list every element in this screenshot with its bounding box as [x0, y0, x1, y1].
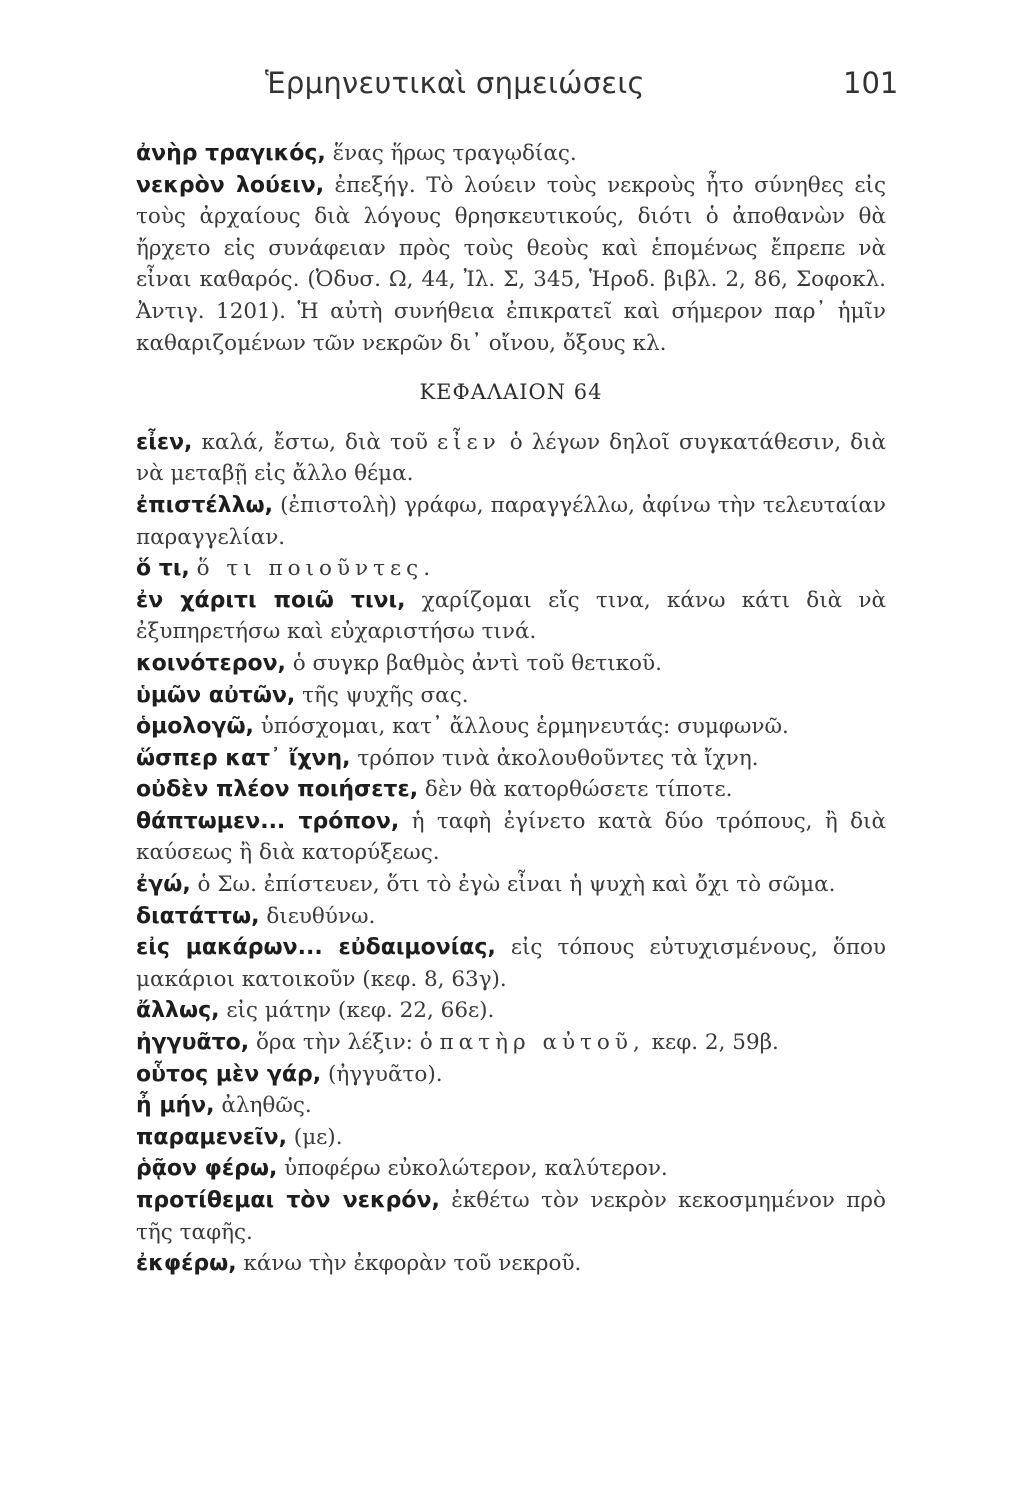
entry-lemma: ἐν χάριτι ποιῶ τινι,: [136, 587, 406, 613]
entry-protithemai: [136, 1185, 886, 1248]
entry-eien: [136, 427, 886, 490]
entry-lemma: ἐκφέρω,: [136, 1251, 237, 1277]
entry-gloss: διευθύνω.: [259, 903, 376, 929]
entry-gloss: ὑποφέρω εὐκολώτερον, καλύτερον.: [277, 1156, 668, 1182]
entry-lemma: ῥᾷον φέρω,: [136, 1156, 278, 1182]
entry-ekfero: [136, 1248, 886, 1280]
entry-gloss-part-a: ὅρα τὴν λέξιν: ὁ: [249, 1030, 440, 1056]
entry-gloss-part-a: [190, 556, 197, 581]
entry-lemma: προτίθεμαι τὸν νεκρόν,: [136, 1188, 440, 1213]
entry-lemma: ὁμολογῶ,: [136, 714, 254, 740]
entry-aner-tragikos: [136, 138, 886, 170]
entry-gloss: εἰς μάτην (κεφ. 22, 66ε).: [219, 998, 495, 1024]
entry-gloss: δὲν θὰ κατορθώσετε τίποτε.: [418, 777, 733, 803]
entry-gloss-part-a: καλά, ἔστω, διὰ τοῦ: [192, 429, 437, 455]
entry-gloss: ἡ ταφὴ ἐγίνετο κατὰ δύο τρόπους, ἢ διὰ καύσεως ἢ διὰ κατορύξεως.: [136, 808, 886, 866]
entry-engyato: [136, 1027, 886, 1059]
entry-gloss-part-b: κεφ. 2, 59β.: [644, 1030, 779, 1056]
entry-gloss: κάνω τὴν ἐκφορὰν τοῦ νεκροῦ.: [236, 1251, 582, 1277]
entry-ego: [136, 869, 886, 901]
entry-e-men: [136, 1090, 886, 1122]
entry-hosper-kat-ichne: [136, 743, 886, 775]
entry-lemma: ἐπιστέλλω,: [136, 492, 273, 518]
entry-thaptomen: [136, 806, 886, 869]
page-number: 101: [843, 66, 899, 100]
entry-gloss: ὁ συγκρ βαθμὸς ἀντὶ τοῦ θετικοῦ.: [285, 650, 662, 676]
entry-gloss: χαρίζομαι εἴς τινα, κάνω κάτι διὰ νὰ ἐξυπηρετήσω καὶ εὐχαριστήσω τινά.: [136, 587, 886, 645]
entry-spaced-quote: εἶεν: [436, 429, 501, 455]
entry-nekron-louein: [136, 170, 886, 360]
entry-raon-fero: [136, 1153, 886, 1185]
entry-lemma: θάπτωμεν... τρόπον,: [136, 808, 400, 834]
entry-gloss: ἐπεξήγ. Τὸ λούειν τοὺς νεκροὺς ἦτο σύνηθες εἰς τοὺς ἀρχαίους διὰ λόγους θρησκευτικούς, διότι ὁ ἀποθανὼν θὰ ἤρχετο εἰς συνάφειαν πρὸς τοὺς θεοὺς καὶ ἑπομένως ἔπρεπε νὰ εἶναι καθαρός. (Ὀδυσ. Ω, 44, Ἰλ. Σ, 345, Ἡροδ. βιβλ. 2, 86, Σοφοκλ. Ἀντιγ. 1201). Ἡ αὐτὴ συνήθεια ἐπικρατεῖ καὶ σήμερον παρ᾽ ἡμῖν καθαριζομένων τῶν νεκρῶν δι᾽ οἴνου, ὄξους κλ.: [136, 172, 886, 356]
running-head-title: Ἑρμηνευτικαὶ σημειώσεις: [265, 66, 645, 100]
entry-lemma: ἄλλως,: [136, 998, 220, 1024]
entry-lemma: ὅ τι,: [136, 556, 190, 582]
entry-lemma: κοινότερον,: [136, 650, 286, 676]
entry-gloss: ἐκθέτω τὸν νεκρὸν κεκοσμημένον πρὸ τῆς ταφῆς.: [136, 1188, 886, 1245]
entry-lemma: διατάττω,: [136, 903, 260, 929]
entry-allos: [136, 995, 886, 1027]
entry-gloss: εἰς τόπους εὐτυχισμένους, ὅπου μακάριοι κατοικοῦν (κεφ. 8, 63γ).: [136, 935, 886, 992]
commentary-body: [136, 138, 886, 1280]
entry-hymon-auton: [136, 680, 886, 712]
entry-lemma: ὥσπερ κατ᾽ ἴχνη,: [136, 745, 351, 771]
entry-lemma: ἠγγυᾶτο,: [136, 1030, 250, 1056]
entry-eis-makaron: [136, 932, 886, 995]
entry-o-ti: [136, 553, 886, 585]
entry-lemma: νεκρὸν λούειν,: [136, 172, 325, 198]
entry-spaced-quote: ὅ τι ποιοῦντες.: [196, 556, 436, 582]
entry-lemma: ἐγώ,: [136, 872, 191, 898]
entry-gloss: ὑπόσχομαι, κατ᾽ ἄλλους ἑρμηνευτάς: συμφωνῶ.: [253, 714, 789, 740]
running-head: [0, 66, 1018, 106]
entry-lemma: εἰς μακάρων... εὐδαιμονίας,: [136, 935, 496, 961]
entry-lemma: παραμενεῖν,: [136, 1124, 287, 1150]
entry-lemma: εἶεν,: [136, 429, 193, 455]
entry-lemma: ἀνὴρ τραγικός,: [136, 141, 326, 166]
entry-lemma: οὐδὲν πλέον ποιήσετε,: [136, 777, 419, 803]
entry-gloss: (ἐπιστολὴ) γράφω, παραγγέλλω, ἀφίνω τὴν τελευταίαν παραγγελίαν.: [136, 492, 886, 550]
entry-diatatto: [136, 901, 886, 933]
entry-lemma: ὑμῶν αὐτῶν,: [136, 682, 296, 708]
entry-lemma: ἦ μήν,: [136, 1093, 215, 1119]
entry-gloss: ἕνας ἥρως τραγῳδίας.: [325, 141, 577, 166]
entry-gloss: τρόπον τινὰ ἀκολουθοῦντες τὰ ἴχνη.: [350, 745, 759, 771]
entry-gloss: ὁ Σω. ἐπίστευεν, ὅτι τὸ ἐγὼ εἶναι ἡ ψυχὴ καὶ ὄχι τὸ σῶμα.: [190, 872, 836, 898]
entry-gloss: ἀληθῶς.: [214, 1093, 312, 1119]
entry-gloss: (ἠγγυᾶτο).: [321, 1061, 443, 1087]
entry-koinoteron: [136, 648, 886, 680]
chapter-heading: ΚΕΦΑΛΑΙΟΝ 64: [419, 380, 603, 405]
entry-ouden-pleon: [136, 774, 886, 806]
entry-gloss: (με).: [286, 1124, 343, 1150]
entry-spaced-quote: πατὴρ αὐτοῦ,: [439, 1030, 645, 1056]
entry-gloss: τῆς ψυχῆς σας.: [295, 682, 469, 708]
entry-homologo: [136, 711, 886, 743]
entry-houtos-men-gar: [136, 1059, 886, 1091]
entry-lemma: οὗτος μὲν γάρ,: [136, 1061, 322, 1087]
entry-en-chariti: [136, 585, 886, 648]
entry-epistello: [136, 490, 886, 553]
entry-gloss-part-b: ὁ λέγων δηλοῖ συγκατάθεσιν, διὰ νὰ μεταβῇ εἰς ἄλλο θέμα.: [136, 429, 886, 487]
entry-paramenein: [136, 1122, 886, 1154]
